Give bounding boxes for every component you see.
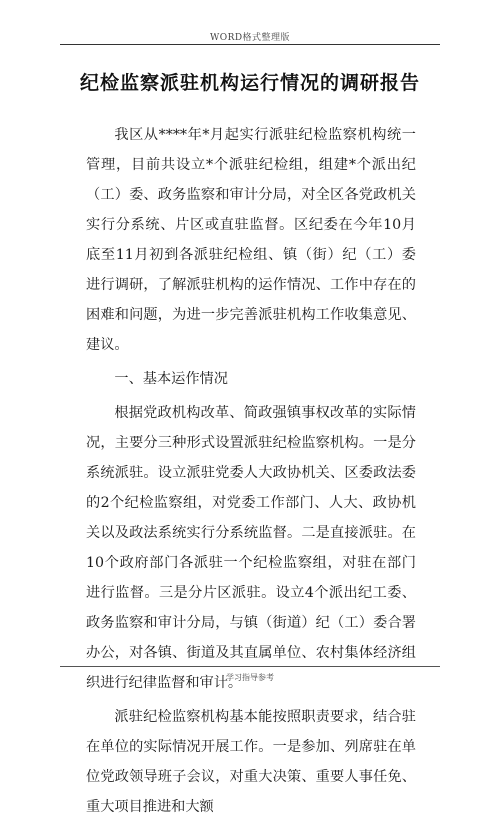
document-title: 纪检监察派驻机构运行情况的调研报告 <box>79 72 420 94</box>
page-footer: 学习指导参考 <box>226 673 274 682</box>
body-paragraph: 派驻纪检监察机构基本能按照职责要求，结合驻在单位的实际情况开展工作。一是参加、列席驻在单位党政领导班子会议，对重大决策、重要人事任免、重大项目推进和大额 <box>86 709 416 815</box>
document-body <box>86 120 416 822</box>
body-paragraph: 根据党政机构改革、简政强镇事权改革的实际情况，主要分三种形式设置派驻纪检监察机构。一是分系统派驻。设立派驻党委人大政协机关、区委政法委的2个纪检监察组，对党委工作部门、人大、政协机关以及政法系统实行分系统监督。二是直接派驻。在10个政府部门各派驻一个纪检监察组，对驻在部门进行监督。三是分片区派驻。设立4个派出纪工委、政务监察和审计分局，与镇（街道）纪（工）委合署办公，对各镇、街道及其直属单位、农村集体经济组织进行纪律监督和审计。 <box>86 405 416 691</box>
footer-divider <box>60 666 440 667</box>
section-heading: 一、基本运作情况 <box>114 371 228 387</box>
header-divider <box>60 44 440 45</box>
page-header: WORD格式整理版 <box>209 33 291 43</box>
intro-paragraph: 我区从****年*月起实行派驻纪检监察机构统一管理，目前共设立*个派驻纪检组，组建*个派出纪（工）委、政务监察和审计分局，对全区各党政机关实行分系统、片区或直驻监督。区纪委在今年10月底至11月初到各派驻纪检组、镇（街）纪（工）委进行调研，了解派驻机构的运作情况、工作中存在的困难和问题，为进一步完善派驻机构工作收集意见、建议。 <box>86 127 416 353</box>
